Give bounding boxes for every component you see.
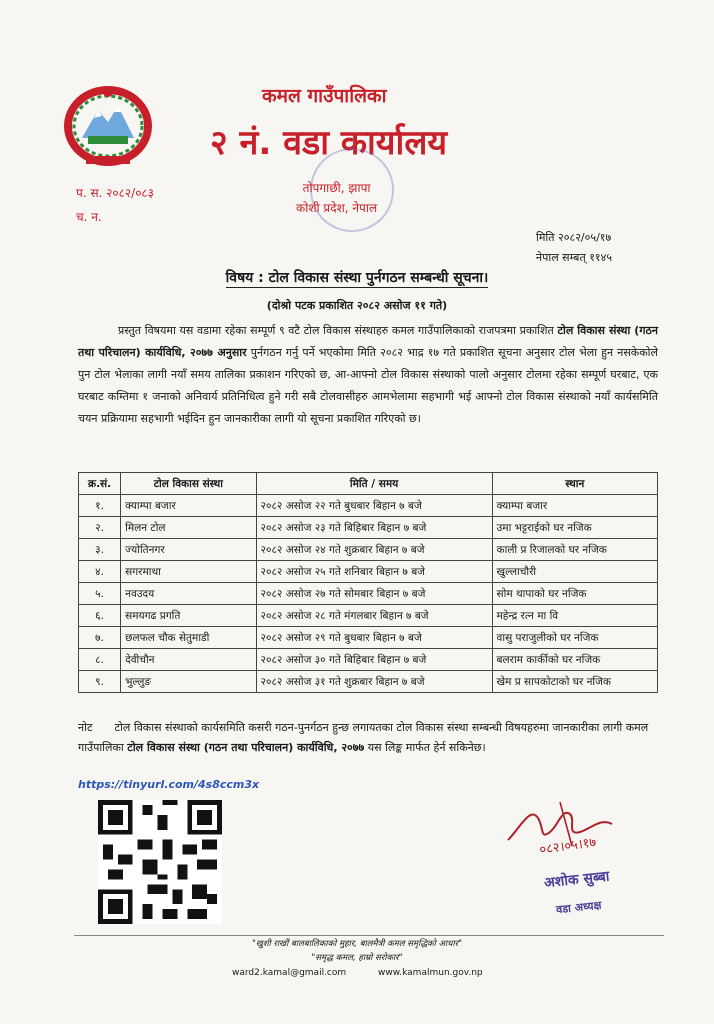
table-row bbox=[79, 495, 658, 517]
table-row bbox=[79, 583, 658, 605]
signer-role: वडा अध्यक्ष bbox=[555, 898, 603, 917]
cell-serial: १. bbox=[79, 495, 121, 517]
cell-location: बलराम कार्कीको घर नजिक bbox=[492, 649, 657, 671]
address-line-1: तोपगाछी, झापा bbox=[302, 181, 371, 195]
cell-date-time: २०८२ असोज २७ गते सोमबार बिहान ७ बजे bbox=[256, 583, 492, 605]
cell-organization: भुल्लुङ bbox=[121, 671, 256, 693]
cell-date-time: २०८२ असोज ३० गते बिहिबार बिहान ७ बजे bbox=[256, 649, 492, 671]
table-row bbox=[79, 517, 658, 539]
cell-serial: ६. bbox=[79, 605, 121, 627]
cell-location: सोम थापाको घर नजिक bbox=[492, 583, 657, 605]
cell-date-time: २०८२ असोज २२ गते बुधबार बिहान ७ बजे bbox=[256, 495, 492, 517]
body-part-2: पुर्नगठन गर्नु पर्ने भएकोमा मिति २०८२ भाद्र १७ गते प्रकाशित सूचना अनुसार टोल भेला हुन नसकेकोले पुन टोल भेलाका लागी नयाँ समय तालिका प्रकाशन गरिएको छ, आ-आफ्नो टोल विकास संस्थाको पालो अनुसार टोलमा रहेका सम्पूर्ण घरबाट, एक घरबाट कम्तिमा १ जनाको अनिवार्य प्रतिनिधित्व हुने गरी सबै टोलवासीहरु आमभेलामा सहभागी भई आफ्नो टोल विकास संस्थाको नयाँ कार्यसमिति चयन प्रक्रियामा सहभागी भईदिन हुन जानकारीका लागी यो सूचना प्रकाशित गरिएको छ। bbox=[78, 346, 658, 425]
footer-slogan-1: "खुशी राखौं बालबालिकाको मुहार, बालमैत्री कमल समृद्धिको आधार" bbox=[251, 939, 463, 949]
header-date-time: मिति / समय bbox=[256, 473, 492, 495]
signature-date: ०८२।०५।१७ bbox=[538, 835, 598, 858]
cell-organization: क्याम्पा बजार bbox=[121, 495, 256, 517]
cell-date-time: २०८२ असोज २५ गते शनिबार बिहान ७ बजे bbox=[256, 561, 492, 583]
cell-date-time: २०८२ असोज २४ गते शुक्रबार बिहान ७ बजे bbox=[256, 539, 492, 561]
table-row bbox=[79, 649, 658, 671]
office-address bbox=[296, 178, 377, 218]
footer-divider bbox=[74, 935, 664, 936]
cell-serial: २. bbox=[79, 517, 121, 539]
date-block bbox=[536, 228, 612, 268]
table-row bbox=[79, 627, 658, 649]
table-row bbox=[79, 539, 658, 561]
cell-location: काली प्र रिजालको घर नजिक bbox=[492, 539, 657, 561]
cell-organization: छलफल चौक सेतुमाडी bbox=[121, 627, 256, 649]
ward-office-name: २ नं. वडा कार्यालय bbox=[210, 123, 448, 163]
cell-organization: देवीचौन bbox=[121, 649, 256, 671]
nepal-emblem-icon bbox=[58, 78, 158, 170]
dispatch-number: च. न. bbox=[76, 210, 102, 224]
cell-serial: ५. bbox=[79, 583, 121, 605]
footer-slogan-2: "समृद्ध कमल, हाम्रो सरोकार" bbox=[311, 953, 403, 963]
cell-date-time: २०८२ असोज ३१ गते शुक्रबार बिहान ७ बजे bbox=[256, 671, 492, 693]
cell-serial: ३. bbox=[79, 539, 121, 561]
cell-date-time: २०८२ असोज २३ गते बिहिबार बिहान ७ बजे bbox=[256, 517, 492, 539]
cell-organization: ज्योतिनगर bbox=[121, 539, 256, 561]
note-label: नोट bbox=[78, 721, 93, 734]
nepal-sambat-date: नेपाल सम्बत् ११४५ bbox=[536, 251, 613, 264]
notice-subject: विषय : टोल विकास संस्था पुर्नगठन सम्बन्धी सूचना। bbox=[225, 270, 489, 286]
cell-location: क्याम्पा बजार bbox=[492, 495, 657, 517]
municipality-name: कमल गाउँपालिका bbox=[262, 85, 387, 107]
header-serial: क्र.सं. bbox=[79, 473, 121, 495]
note-text-a: टोल विकास संस्थाको कार्यसमिति कसरी गठन-पुनर्गठन हुन्छ लगायतका टोल विकास संस्था सम्बन्धी विषयहरुमा जानकारीका लागी कमल गाउँपालिका bbox=[78, 721, 649, 754]
cell-location: वासु पराजुलीको घर नजिक bbox=[492, 627, 657, 649]
table-row bbox=[79, 605, 658, 627]
header-location: स्थान bbox=[492, 473, 657, 495]
cell-date-time: २०८२ असोज २८ गते मंगलबार बिहान ७ बजे bbox=[256, 605, 492, 627]
body-part-1: प्रस्तुत विषयमा यस वडामा रहेका सम्पूर्ण ९ वटै टोल विकास संस्थाहरु कमल गाउँपालिकाको राजपत्रमा प्रकाशित bbox=[118, 324, 554, 337]
notice-subtitle: (दोश्रो पटक प्रकाशित २०८२ असोज ११ गते) bbox=[266, 299, 448, 312]
notice-body bbox=[78, 320, 658, 430]
reference-number: प. स. २०८२/०८३ bbox=[76, 186, 154, 200]
cell-location: उमा भट्टराईको घर नजिक bbox=[492, 517, 657, 539]
footer-email[interactable]: ward2.kamal@gmail.com bbox=[232, 968, 347, 978]
qr-code-icon[interactable] bbox=[96, 800, 224, 924]
cell-serial: ९. bbox=[79, 671, 121, 693]
table-row bbox=[79, 671, 658, 693]
cell-location: महेन्द्र रत्न मा वि bbox=[492, 605, 657, 627]
cell-location: खेम प्र सापकोटाको घर नजिक bbox=[492, 671, 657, 693]
schedule-table bbox=[78, 472, 658, 693]
cell-date-time: २०८२ असोज २९ गते बुधबार बिहान ७ बजे bbox=[256, 627, 492, 649]
address-line-2: कोशी प्रदेश, नेपाल bbox=[296, 201, 378, 215]
issue-date: मिति २०८२/०५/१७ bbox=[536, 231, 612, 244]
table-row bbox=[79, 561, 658, 583]
cell-organization: सगरमाथा bbox=[121, 561, 256, 583]
signer-name: अशोक सुब्बा bbox=[543, 868, 611, 892]
note-text-bold: टोल विकास संस्था (गठन तथा परिचालन) कार्यविधि, २०७७ bbox=[127, 741, 365, 754]
cell-location: खुल्लाचौरी bbox=[492, 561, 657, 583]
note-text-b: यस लिङ्क मार्फत हेर्न सकिनेछ। bbox=[367, 741, 486, 754]
cell-organization: समयगढ प्रगति bbox=[121, 605, 256, 627]
body-bold-part: टोल विकास संस्था (गठन तथा परिचालन) कार्यविधि, २०७७ अनुसार bbox=[78, 324, 659, 359]
header-organization: टोल विकास संस्था bbox=[121, 473, 256, 495]
cell-serial: ७. bbox=[79, 627, 121, 649]
notice-note bbox=[78, 718, 663, 758]
cell-serial: ८. bbox=[79, 649, 121, 671]
table-header-row bbox=[79, 473, 658, 495]
procedure-link[interactable]: https://tinyurl.com/4s8ccm3x bbox=[78, 778, 260, 791]
cell-organization: नवउदय bbox=[121, 583, 256, 605]
cell-serial: ४. bbox=[79, 561, 121, 583]
footer-website[interactable]: www.kamalmun.gov.np bbox=[378, 968, 483, 978]
signature-icon bbox=[500, 788, 650, 858]
cell-organization: मिलन टोल bbox=[121, 517, 256, 539]
reference-block bbox=[76, 181, 154, 229]
